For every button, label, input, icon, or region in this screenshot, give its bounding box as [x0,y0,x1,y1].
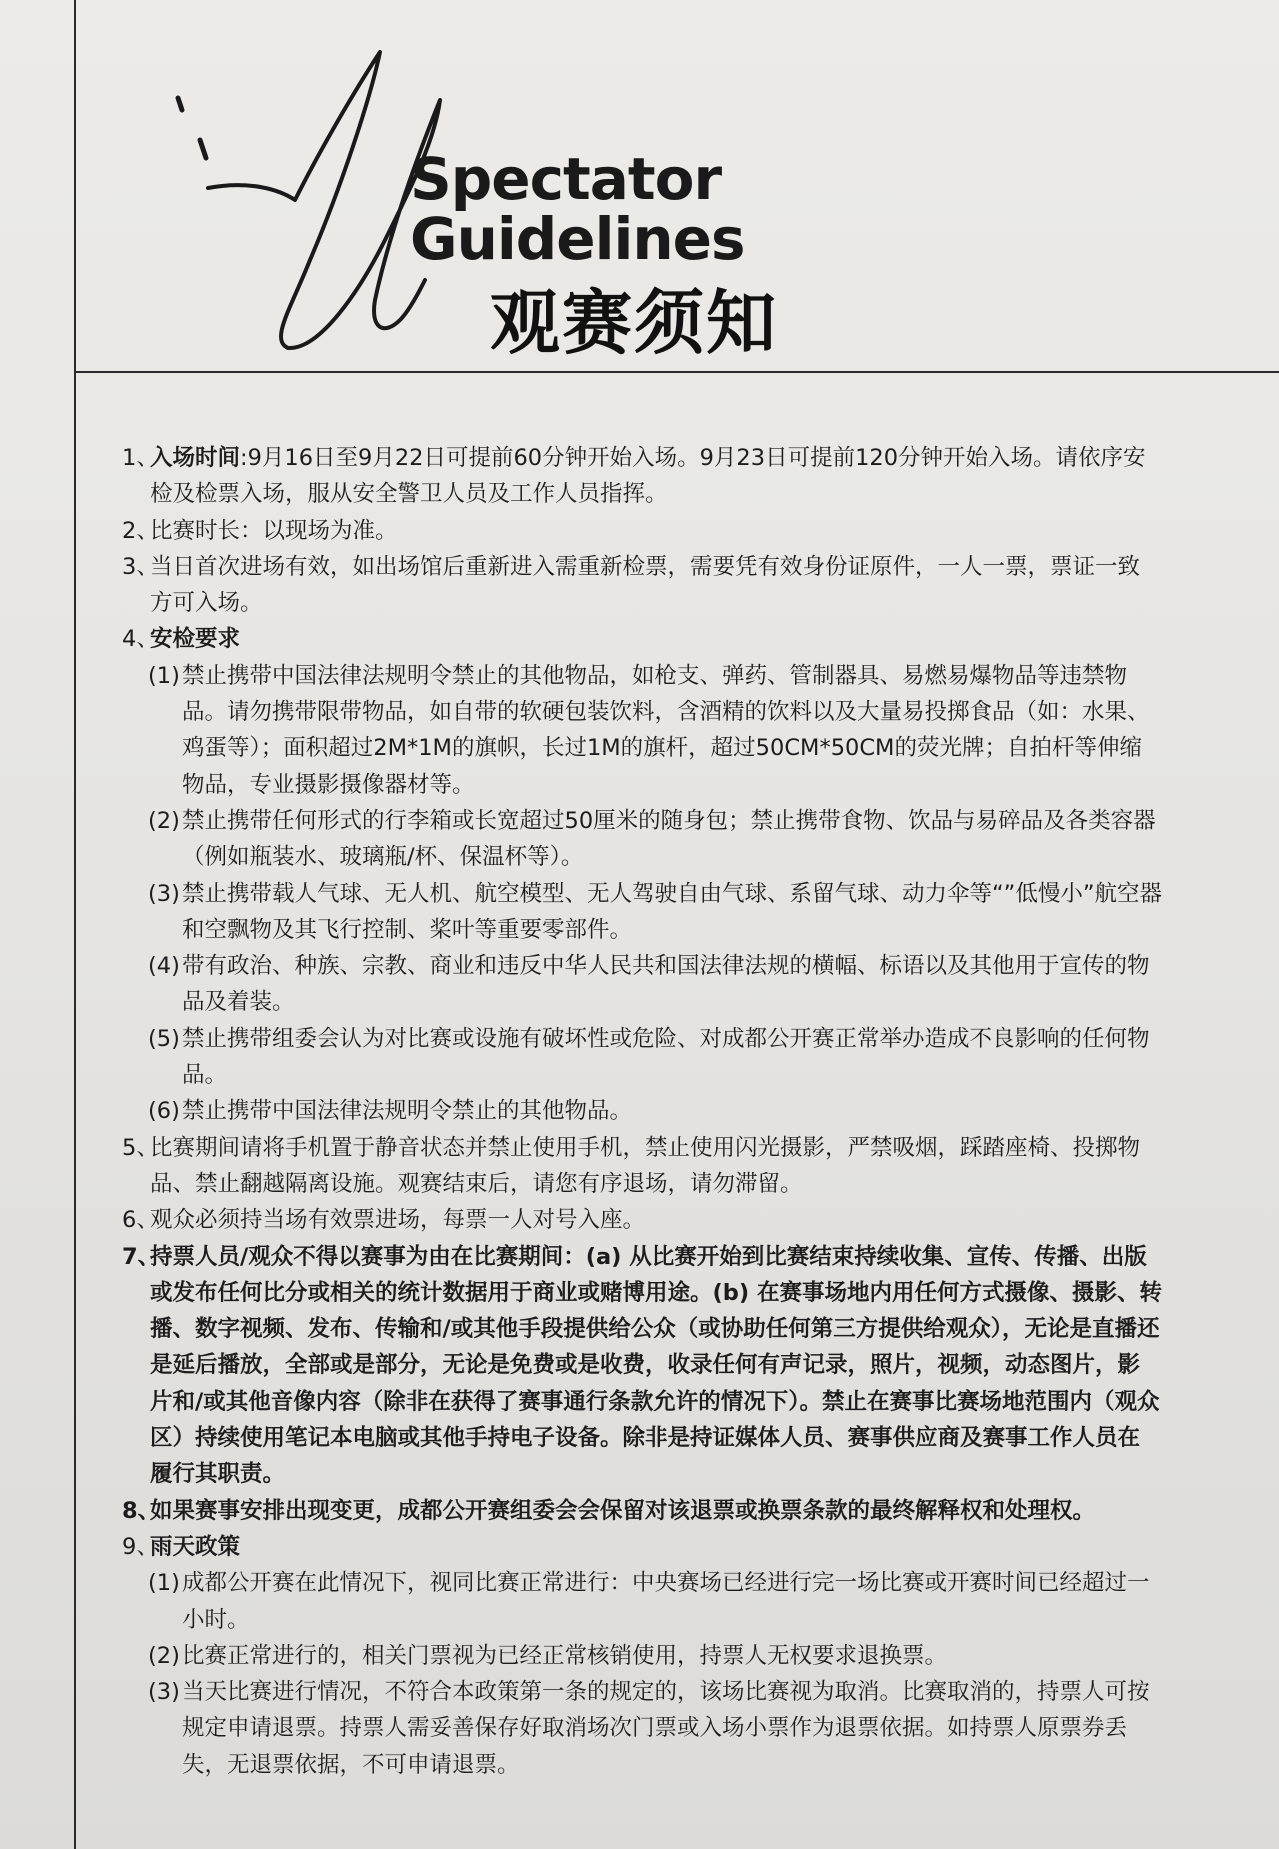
title-line-1: Spectator [410,145,722,213]
subitem-number: (5) [148,1025,180,1052]
subitem-9-2 [122,1638,1162,1674]
title-line-2: Guidelines [410,205,745,273]
subitem-4-1 [122,658,1162,803]
subitem-4-5 [122,1021,1162,1094]
subitem-text: 带有政治、种族、宗教、商业和违反中华人民共和国法律法规的横幅、标语以及其他用于宣传的物品及着装。 [182,953,1150,1016]
item-number: 1、 [122,445,159,471]
subitem-4-6 [122,1093,1162,1129]
header-divider [74,371,1279,373]
guideline-item-9 [122,1529,1162,1565]
guideline-item-4 [122,621,1162,657]
subitem-number: (1) [148,1570,180,1597]
guideline-item-1 [122,440,1162,513]
item-number: 7、 [122,1243,161,1270]
subitem-text: 禁止携带载人气球、无人机、航空模型、无人驾驶自由气球、系留气球、动力伞等“”低慢小”航空器和空飘物及其飞行控制、桨叶等重要零部件。 [182,880,1162,943]
subitem-number: (1) [148,662,180,689]
subitem-text: 禁止携带中国法律法规明令禁止的其他物品，如枪支、弹药、管制器具、易燃易爆物品等违禁物品。请勿携带限带物品，如自带的软硬包装饮料，含酒精的饮料以及大量易投掷食品（如：水果、鸡蛋等）；面积超过2M*1M的旗帜，长过1M的旗杆，超过50CM*50CM的荧光牌；自拍杆等伸缩物品，专业摄影摄像器材等。 [182,662,1150,798]
guideline-item-5 [122,1130,1162,1203]
item-text: :9月16日至9月22日可提前60分钟开始入场。9月23日可提前120分钟开始入场。请依序安检及检票入场，服从安全警卫人员及工作人员指挥。 [150,445,1146,508]
item-label: 安检要求 [150,626,241,653]
item-number: 4、 [122,626,159,653]
guideline-item-7 [122,1239,1162,1493]
guideline-item-8 [122,1493,1162,1529]
subitem-4-3 [122,876,1162,949]
item-label: 雨天政策 [150,1533,241,1560]
page-title-chinese: 观赛须知 [490,282,778,364]
subitem-text: 禁止携带组委会认为对比赛或设施有破坏性或危险、对成都公开赛正常举办造成不良影响的任何物品。 [182,1025,1150,1089]
subitem-text: 比赛正常进行的，相关门票视为已经正常核销使用，持票人无权要求退换票。 [182,1642,948,1669]
subitem-number: (2) [148,807,180,834]
item-text: 观众必须持当场有效票进场，每票一人对号入座。 [150,1207,646,1234]
subitem-number: (3) [148,1679,180,1706]
guideline-item-3 [122,549,1162,622]
item-label: 入场时间 [150,445,241,471]
subitem-9-1 [122,1565,1162,1638]
item-text: 持票人员/观众不得以赛事为由在比赛期间：(a) 从比赛开始到比赛结束持续收集、宣传、传播、出版或发布任何比分或相关的统计数据用于商业或赌博用途。(b) 在赛事场地内用任何方式摄像、摄影、转播、数字视频、发布、传输和/或其他手段提供给公众（或协助任何第三方提供给观众），无论是直播还是延后播放，全部或是部分，无论是免费或是收费，收录任何有声记录，照片，视频，动态图片，影片和/或其他音像内容（除非在获得了赛事通行条款允许的情况下）。禁止在赛事比赛场地范围内（观众区）持续使用笔记本电脑或其他手持电子设备。除非是持证媒体人员、赛事供应商及赛事工作人员在履行其职责。 [150,1243,1163,1488]
left-border-line [74,0,76,1849]
subitem-text: 禁止携带中国法律法规明令禁止的其他物品。 [182,1098,633,1125]
subitem-number: (3) [148,880,180,907]
item-number: 3、 [122,553,159,580]
item-text: 比赛时长：以现场为准。 [150,517,398,544]
guideline-item-6 [122,1202,1162,1238]
subitem-number: (4) [148,953,180,980]
subitem-text: 成都公开赛在此情况下，视同比赛正常进行：中央赛场已经进行完一场比赛或开赛时间已经超过一小时。 [182,1570,1150,1633]
guideline-item-2 [122,513,1162,549]
page-title-english [410,145,745,273]
item-number: 5、 [122,1134,159,1161]
subitem-4-4 [122,948,1162,1021]
item-number: 9、 [122,1533,159,1560]
item-number: 8、 [122,1497,161,1524]
item-text: 如果赛事安排出现变更，成都公开赛组委会会保留对该退票或换票条款的最终解释权和处理权。 [150,1497,1096,1524]
item-text: 比赛期间请将手机置于静音状态并禁止使用手机，禁止使用闪光摄影，严禁吸烟，踩踏座椅、投掷物品、禁止翻越隔离设施。观赛结束后，请您有序退场，请勿滞留。 [150,1134,1141,1197]
guidelines-list [122,440,1162,1783]
subitem-text: 禁止携带任何形式的行李箱或长宽超过50厘米的随身包；禁止携带食物、饮品与易碎品及各类容器（例如瓶装水、玻璃瓶/杯、保温杯等）。 [182,807,1156,871]
item-number: 2、 [122,517,159,544]
subitem-number: (2) [148,1642,180,1669]
subitem-4-2 [122,803,1162,876]
item-text: 当日首次进场有效，如出场馆后重新进入需重新检票，需要凭有效身份证原件，一人一票，票证一致方可入场。 [150,553,1141,617]
subitem-number: (6) [148,1098,180,1125]
subitem-9-3 [122,1674,1162,1783]
subitem-text: 当天比赛进行情况，不符合本政策第一条的规定的，该场比赛视为取消。比赛取消的，持票人可按规定申请退票。持票人需妥善保存好取消场次门票或入场小票作为退票依据。如持票人原票券丢失，无退票依据，不可申请退票。 [182,1679,1150,1778]
item-number: 6、 [122,1207,159,1234]
